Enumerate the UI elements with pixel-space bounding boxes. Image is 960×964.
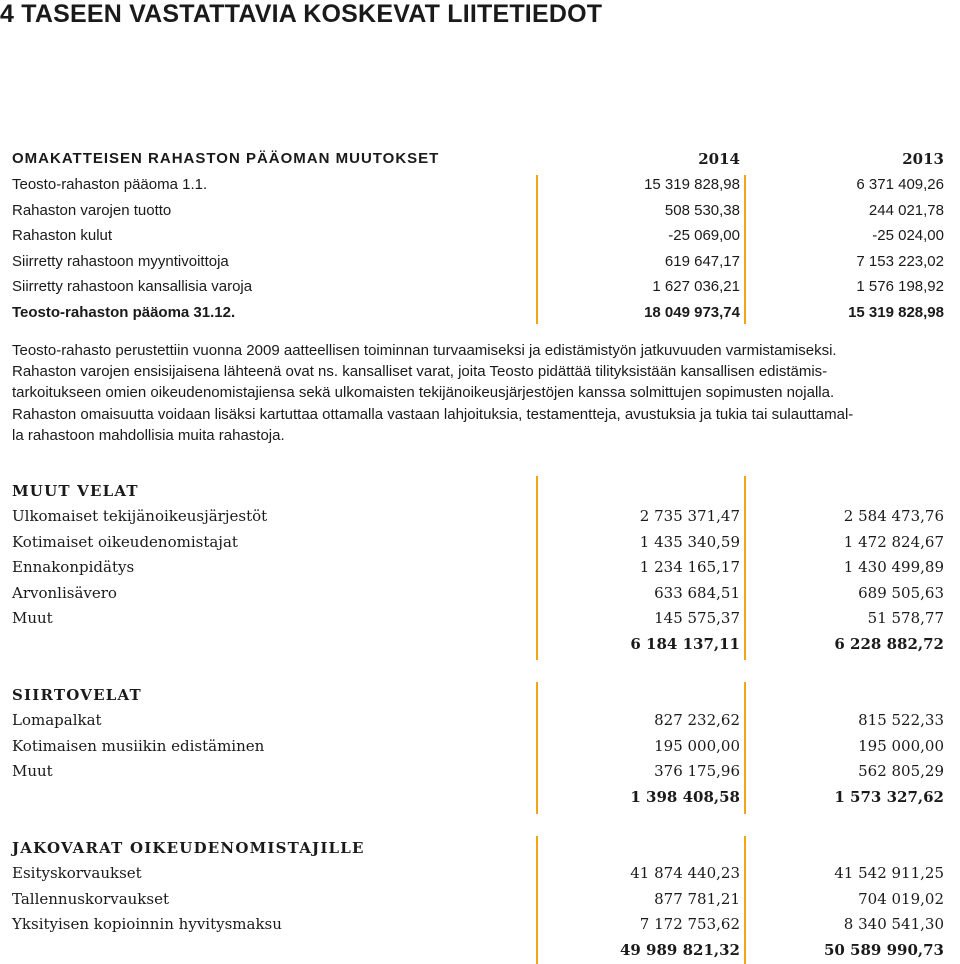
table-row bbox=[12, 223, 956, 249]
value-2013: 1 430 499,89 bbox=[843, 558, 944, 577]
table-header-row bbox=[12, 478, 956, 504]
value-2013: 244 021,78 bbox=[868, 201, 944, 219]
table-total-row bbox=[12, 300, 956, 326]
value-2013: 195 000,00 bbox=[858, 736, 944, 755]
section-heading: SIIRTOVELAT bbox=[12, 686, 142, 704]
row-label: Ennakonpidätys bbox=[12, 558, 135, 577]
value-2013: 7 153 223,02 bbox=[856, 252, 944, 270]
table-row bbox=[12, 708, 956, 734]
table-row bbox=[12, 734, 956, 760]
page-title: 4 TASEEN VASTATTAVIA KOSKEVAT LIITETIEDOT bbox=[0, 0, 603, 28]
value-2013: 1 472 824,67 bbox=[843, 532, 944, 551]
table-header-row bbox=[12, 146, 956, 172]
value-2014: 877 781,21 bbox=[654, 889, 740, 908]
table-row bbox=[12, 861, 956, 887]
value-2013: 6 371 409,26 bbox=[856, 176, 944, 193]
row-label: Rahaston kulut bbox=[12, 227, 113, 245]
value-2013: 2 584 473,76 bbox=[843, 507, 944, 525]
total-2013: 1 573 327,62 bbox=[834, 787, 944, 806]
table-row bbox=[12, 581, 956, 607]
table-total-row bbox=[12, 785, 956, 811]
value-2013: 689 505,63 bbox=[858, 583, 944, 602]
value-2014: -25 069,00 bbox=[668, 227, 740, 245]
table-row bbox=[12, 172, 956, 198]
row-label: Muut bbox=[12, 609, 53, 628]
row-label: Siirretty rahastoon kansallisia varoja bbox=[12, 278, 253, 296]
table-row bbox=[12, 912, 956, 938]
total-label: Teosto-rahaston pääoma 31.12. bbox=[12, 303, 236, 321]
value-2014: 195 000,00 bbox=[654, 736, 740, 755]
table-row bbox=[12, 759, 956, 785]
value-2014: 41 874 440,23 bbox=[630, 864, 740, 882]
table-row bbox=[12, 198, 956, 224]
row-label: Kotimaiset oikeudenomistajat bbox=[12, 532, 238, 551]
row-label: Muut bbox=[12, 762, 53, 781]
value-2014: 145 575,37 bbox=[654, 609, 740, 628]
fund-description bbox=[12, 340, 947, 446]
total-2014: 6 184 137,11 bbox=[630, 634, 740, 653]
row-label: Esityskorvaukset bbox=[12, 864, 142, 882]
value-2013: 704 019,02 bbox=[858, 889, 944, 908]
table-total-row bbox=[12, 938, 956, 964]
year-2013-header: 2013 bbox=[902, 150, 944, 168]
row-label: Rahaston varojen tuotto bbox=[12, 201, 172, 219]
value-2013: -25 024,00 bbox=[872, 227, 944, 245]
row-label: Teosto-rahaston pääoma 1.1. bbox=[12, 176, 208, 193]
total-2014: 49 989 821,32 bbox=[619, 940, 740, 959]
table-row bbox=[12, 530, 956, 556]
total-2013: 6 228 882,72 bbox=[834, 634, 944, 653]
value-2014: 2 735 371,47 bbox=[639, 507, 740, 525]
value-2014: 15 319 828,98 bbox=[644, 176, 740, 193]
row-label: Tallennuskorvaukset bbox=[12, 889, 169, 908]
row-label: Kotimaisen musiikin edistäminen bbox=[12, 736, 265, 755]
table-header-row bbox=[12, 835, 956, 861]
value-2014: 827 232,62 bbox=[654, 711, 740, 729]
section-heading: OMAKATTEISEN RAHASTON PÄÄOMAN MUUTOKSET bbox=[12, 150, 440, 167]
paragraph-line: tarkoitukseen omien oikeudenomistajiensa sekä ulkomaisten tekijänoikeusjärjestöjen kanssa solmittujen sopimusten nojalla. bbox=[12, 384, 835, 402]
row-label: Yksityisen kopioinnin hyvitysmaksu bbox=[12, 915, 282, 934]
value-2014: 619 647,17 bbox=[664, 252, 740, 270]
table-row bbox=[12, 274, 956, 300]
distributable-funds-table bbox=[12, 835, 956, 963]
total-2014: 18 049 973,74 bbox=[644, 303, 740, 321]
total-2013: 50 589 990,73 bbox=[823, 940, 944, 959]
accrued-liabilities-table bbox=[12, 682, 956, 810]
paragraph-line: la rahastoon mahdollisia muita rahastoja. bbox=[12, 426, 285, 444]
table-row bbox=[12, 606, 956, 632]
value-2014: 376 175,96 bbox=[654, 762, 740, 781]
row-label: Siirretty rahastoon myyntivoittoja bbox=[12, 252, 229, 270]
value-2014: 633 684,51 bbox=[654, 583, 740, 602]
table-total-row bbox=[12, 632, 956, 658]
other-liabilities-table bbox=[12, 478, 956, 658]
row-label: Ulkomaiset tekijänoikeusjärjestöt bbox=[12, 507, 268, 525]
value-2014: 1 234 165,17 bbox=[639, 558, 740, 577]
value-2014: 508 530,38 bbox=[664, 201, 740, 219]
value-2013: 8 340 541,30 bbox=[843, 915, 944, 934]
table-row bbox=[12, 887, 956, 913]
section-heading: JAKOVARAT OIKEUDENOMISTAJILLE bbox=[12, 839, 365, 857]
value-2013: 41 542 911,25 bbox=[834, 864, 944, 882]
total-2014: 1 398 408,58 bbox=[630, 787, 740, 806]
row-label: Lomapalkat bbox=[12, 711, 102, 729]
table-row bbox=[12, 504, 956, 530]
year-2014-header: 2014 bbox=[698, 150, 740, 168]
value-2014: 1 435 340,59 bbox=[639, 532, 740, 551]
total-2013: 15 319 828,98 bbox=[848, 303, 944, 321]
value-2013: 1 576 198,92 bbox=[856, 278, 944, 296]
row-label: Arvonlisävero bbox=[12, 583, 117, 602]
value-2013: 815 522,33 bbox=[858, 711, 944, 729]
table-header-row bbox=[12, 682, 956, 708]
paragraph-line: Rahaston omaisuutta voidaan lisäksi kartuttaa ottamalla vastaan lahjoituksia, testamentteja, avustuksia ja tukia tai sulauttamal- bbox=[12, 405, 854, 423]
table-row bbox=[12, 249, 956, 275]
paragraph-line: Teosto-rahasto perustettiin vuonna 2009 aatteellisen toiminnan turvaamiseksi ja edistämistyön jatkuvuuden varmistamiseksi. bbox=[12, 342, 837, 359]
table-row bbox=[12, 555, 956, 581]
value-2013: 51 578,77 bbox=[867, 609, 944, 628]
capital-changes-table bbox=[12, 146, 956, 326]
value-2013: 562 805,29 bbox=[858, 762, 944, 781]
paragraph-line: Rahaston varojen ensisijaisena lähteenä ovat ns. kansalliset varat, joita Teosto pidättää tilityksistään kansallisen edistämis- bbox=[12, 363, 828, 381]
section-heading: MUUT VELAT bbox=[12, 482, 139, 500]
value-2014: 7 172 753,62 bbox=[639, 915, 740, 934]
value-2014: 1 627 036,21 bbox=[652, 278, 740, 296]
